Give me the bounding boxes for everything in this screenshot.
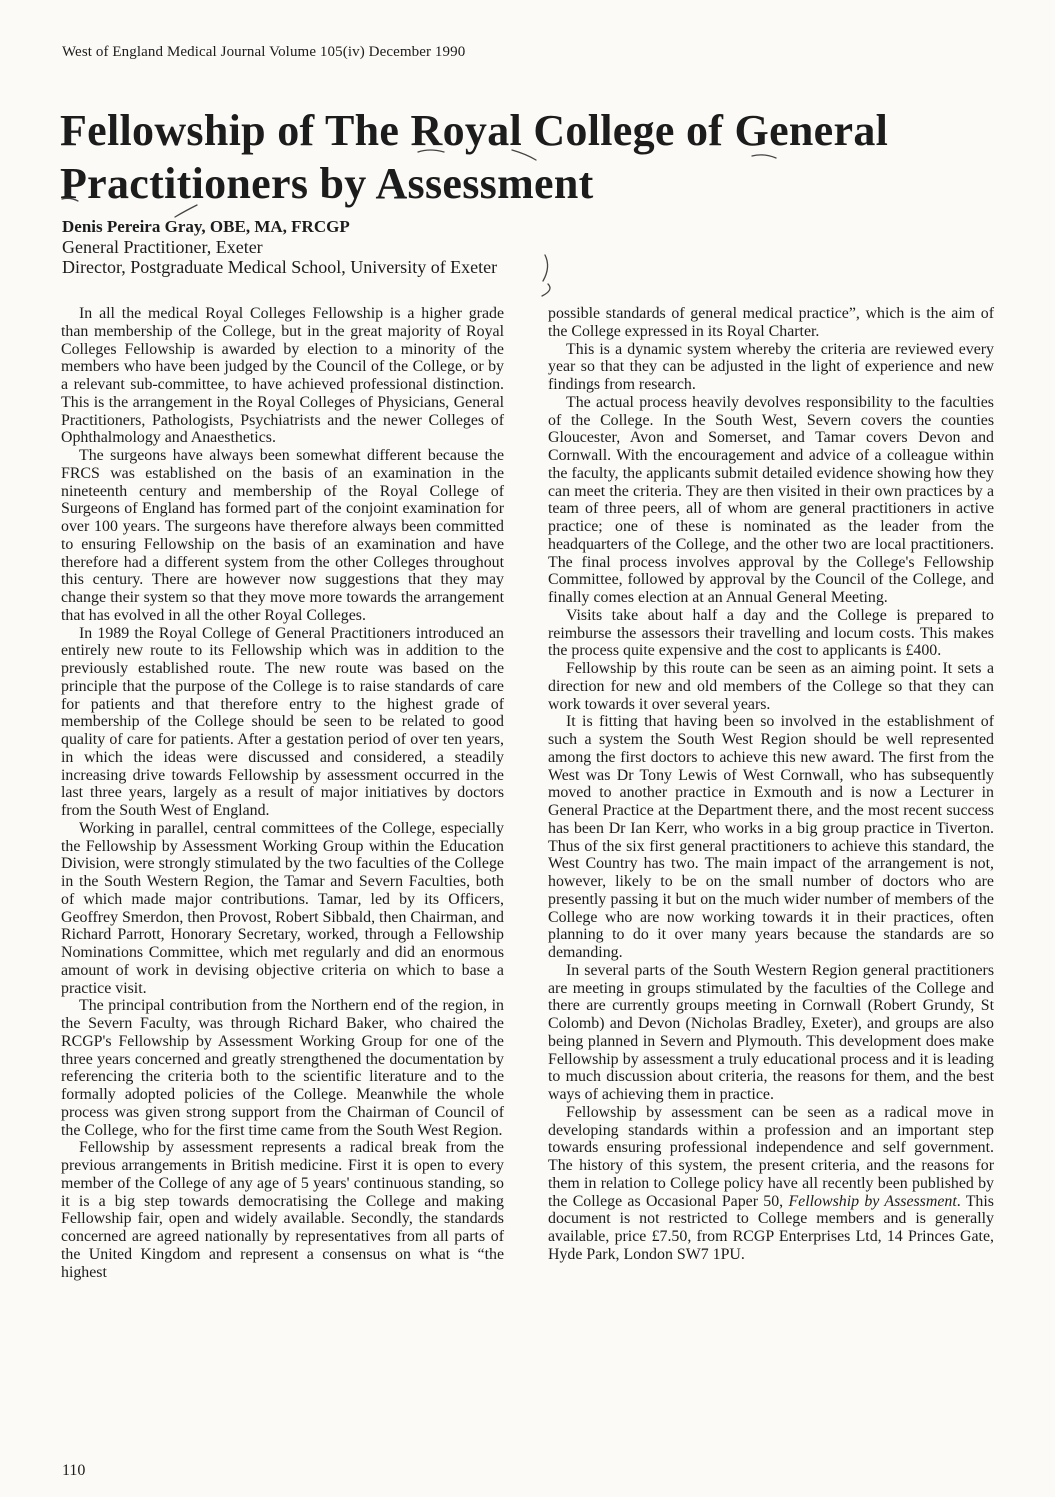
paragraph: Visits take about half a day and the College is prepared to reimburse the assessors their travelling and locum costs. This makes the process quite expensive and the cost to applicants is £400. [548,606,994,660]
title-line-2: Practitioners by Assessment [60,159,594,208]
body-column-right [548,305,994,1264]
publication-title: Fellowship by Assessment [788,1192,957,1210]
paragraph: The principal contribution from the Northern end of the region, in the Severn Faculty, was through Richard Baker, who chaired the RCGP's Fellowship by Assessment Working Group for one of the three years concerned and greatly strengthened the documentation by referencing the criteria both to the scientific literature and to the formally adopted policies of the College. Meanwhile the whole process was given strong support from the Chairman of Council of the College, who for the first time came from the South West Region. [61,997,504,1139]
paragraph: The actual process heavily devolves responsibility to the faculties of the College. In the South West, Severn covers the counties Gloucester, Avon and Somerset, and Tamar covers Devon and Cornwall. With the encouragement and advice of a colleague within the faculty, the applicants submit detailed evidence showing how they can meet the criteria. They are then visited in their own practices by a team of three peers, all of whom are general practitioners in active practice; one of these is nominated as the leader from the headquarters of the College, and the other two are local practitioners. The final process involves approval by the College's Fellowship Committee, followed by approval by the Council of the College, and finally comes election at an Annual General Meeting. [548,393,994,606]
text-run: Fellowship by assessment can be seen as a radical move in developing standards within a profession and an important step towards ensuring professional independence and self government. The history of this system, the present criteria, and the reasons for them in relation to College policy have all recently been published by the College as Occasional Paper 50, [548,1103,994,1210]
journal-header: West of England Medical Journal Volume 105(iv) December 1990 [62,44,466,60]
body-column-left [61,305,504,1281]
paragraph: Fellowship by this route can be seen as an aiming point. It sets a direction for new and old members of the College so that they can work towards it over several years. [548,660,994,713]
paragraph: Working in parallel, central committees of the College, especially the Fellowship by Assessment Working Group within the Education Division, were strongly stimulated by the two faculties of the College in the South Western Region, the Tamar and Severn Faculties, both of which made major contributions. Tamar, led by its Officers, Geoffrey Smerdon, then Provost, Robert Sibbald, then Chairman, and Richard Parrott, Honorary Secretary, worked, through a Fellowship Nominations Committee, which met regularly and did an enormous amount of work in devising objective criteria on which to base a practice visit. [61,819,504,997]
paragraph: The surgeons have always been somewhat different because the FRCS was established on the basis of an examination in the nineteenth century and membership of the Royal College of Surgeons of England has formed part of the conjoint examination for over 100 years. The surgeons have therefore always been committed to ensuring Fellowship on the basis of an examination and have therefore had a different system from the other Colleges throughout this century. There are however now suggestions that they may change their system so that they move more towards the arrangement that has evolved in all the other Royal Colleges. [61,447,504,624]
affiliation-line-1: General Practitioner, Exeter [62,237,263,257]
paragraph: Fellowship by assessment represents a radical break from the previous arrangements in British medicine. First it is open to every member of the College of any age of 5 years' continuous standing, so it is a big step towards democratising the College and making Fellowship fair, open and widely available. Secondly, the standards concerned are agreed nationally by representatives from all parts of the United Kingdom and represent a consensus on what is “the highest [61,1139,504,1281]
paragraph-final [548,1104,994,1264]
paragraph: In all the medical Royal Colleges Fellowship is a higher grade than membership of the College, but in the great majority of Royal Colleges Fellowship is awarded by election to a minority of the members who have been judged by the Council of the College, or by a relevant sub-committee, to have achieved professional distinction. This is the arrangement in the Royal Colleges of Physicians, General Practitioners, Pathologists, Psychiatrists and the newer Colleges of Ophthalmology and Anaesthetics. [61,305,504,447]
paragraph: possible standards of general medical practice”, which is the aim of the College expressed in its Royal Charter. [548,305,994,340]
author-name: Denis Pereira Gray, OBE, MA, FRCGP [62,217,350,236]
page-number: 110 [62,1462,86,1479]
byline [62,217,497,277]
paragraph: It is fitting that having been so involved in the establishment of such a system the South West Region should be well represented among the first doctors to achieve this new award. The first from the West was Dr Tony Lewis of West Cornwall, who has subsequently moved to another practice in Exmouth and is now a Lecturer in General Practice at the Department there, and the most recent success has been Dr Ian Kerr, who works in a big group practice in Tiverton. Thus of the six first general practitioners to achieve this standard, the West Country has two. The main impact of the arrangement is not, however, likely to be on the small number of doctors who are presently passing it but on the much wider number of members of the College who are now working towards it in their practices, often planning to do it over many years because the standards are so demanding. [548,713,994,961]
paragraph: This is a dynamic system whereby the criteria are reviewed every year so that they can be adjusted in the light of experience and new findings from research. [548,340,994,393]
text-run: . This document is not restricted to College members and is generally available, price £7.50, from RCGP Enterprises Ltd, 14 Princes Gate, Hyde Park, London SW7 1PU. [548,1192,994,1263]
paragraph: In several parts of the South Western Region general practitioners are meeting in groups stimulated by the faculties of the College and there are currently groups meeting in Cornwall (Robert Grundy, St Colomb) and Devon (Nicholas Bradley, Exeter), and groups are also being planned in Severn and Plymouth. This development does make Fellowship by assessment a truly educational process and it is leading to much discussion about criteria, the reasons for them, and the best ways of achieving them in practice. [548,961,994,1103]
paragraph: In 1989 the Royal College of General Practitioners introduced an entirely new route to its Fellowship which was in addition to the previously established route. The new route was based on the principle that the purpose of the College is to raise standards of care for patients and that therefore entry to the highest grade of membership of the College should be seen to be related to good quality of care for patients. After a gestation period of over ten years, in which the ideas were discussed and considered, a steadily increasing drive towards Fellowship by assessment occurred in the last three years, largely as a result of major initiatives by doctors from the South West of England. [61,624,504,819]
affiliation-line-2: Director, Postgraduate Medical School, University of Exeter [62,257,498,277]
title-line-1: Fellowship of The Royal College of General [60,106,889,155]
